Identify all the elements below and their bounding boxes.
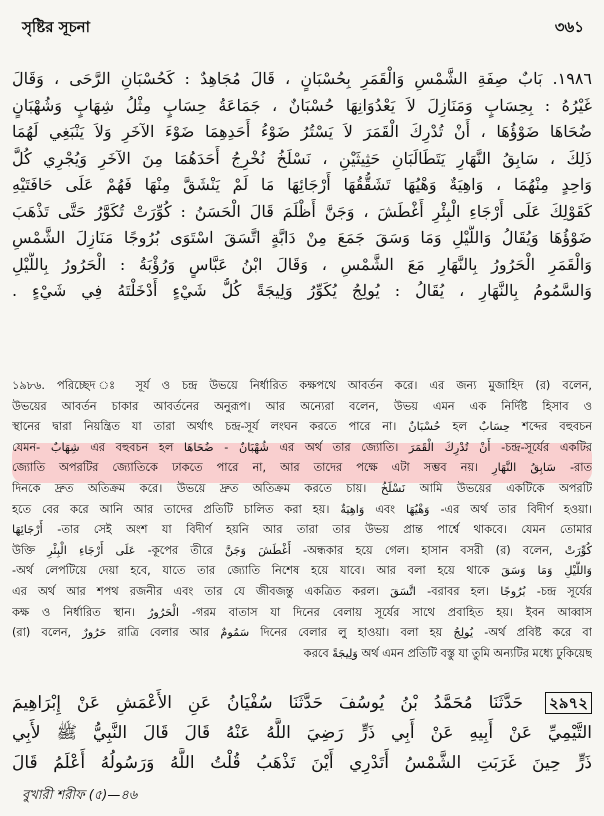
arabic-line: ١٩٨٦. بَابٌ صِفَةِ الشَّمْسِ وَالْقَمَرِ بِحُسْبَانٍ ، قَالَ مُجَاهِدٌ : كَحُسْبَانِ الرَّحَى ، وَقَالَ — [12, 69, 592, 88]
bengali-line: কক্ষ ও নির্ধারিত স্থান। الْحَرُورُ -গরম বাতাস যা দিনের বেলায় সূর্যের সাথে প্রবাহিত হয়। ইবন আব্বাস — [12, 605, 592, 619]
bengali-line: উভয়ের আবর্তন চাকার আবর্তনের অনুরূপ। আর অন্যেরা বলেন, উভয় এমন এক নির্দিষ্ট হিসাব ও — [12, 399, 592, 413]
page-number: ৩৬১ — [554, 18, 584, 36]
bengali-translation — [12, 376, 592, 664]
running-header-title: সৃষ্টির সূচনা — [22, 18, 90, 36]
hadith-line — [12, 688, 592, 718]
page-footer: বুখারী শরীফ (৫)—৪৬ — [22, 788, 138, 803]
hadith-line: التَّيْمِيِّ عَنْ أَبِيهِ عَنْ أَبِي ذَرٍّ رَضِيَ اللَّهُ عَنْهُ قَالَ قَالَ النَّبِيُّ ﷺ لأَبِي — [12, 723, 592, 743]
arabic-line: ذَلِكَ ، سَابِقُ النَّهَارِ يَتَطَالَبَانِ حَثِيثَيْنِ ، نَسْلَخُ نُخْرِجُ أَحَدَهُمَا مِنَ الآخَرِ وَيُجْرِي كُلَّ — [12, 148, 592, 168]
bengali-line: (রা) বলেন, حَرُورٌ রাত্রি বেলার আর سَمُومٌ দিনের বেলার লু হাওয়া। বলা হয় يُولِجُ -অর্থ প্রবিষ্ট করে বা — [12, 626, 592, 640]
arabic-line: كَقَوْلِكَ عَلَى أَرْجَاءِ الْبِئْرِ أَغْطَشَ ، وَجَنَّ أَظْلَمَ قَالَ الْحَسَنُ : كُوِّرَتْ تُكَوَّرُ حَتَّى تَذْهَبَ — [12, 201, 592, 221]
bengali-line: উক্তি عَلَى أَرْجَاءِ الْبِئْرِ -কূপের তীরে أَغْطَشَ وَجَنَّ -অন্ধকার হয়ে গেল। হাসান বসরী (র) বলেন, كُوِّرَتْ — [12, 543, 592, 557]
arabic-chapter-text — [12, 66, 592, 305]
bengali-line: ১৯৮৬. পরিচ্ছেদ ঃ সূর্য ও চন্দ্র উভয়ে নির্ধারিত কক্ষপথে আবর্তন করে। এর জন্য মুজাহিদ (র) বলেন, — [12, 379, 592, 392]
bengali-line: أَرْجَائِهَا -তার সেই অংশ যা বিদীর্ণ হয়নি আর তারা তার উভয় প্রান্ত পার্শ্বে থাকবে। যেমন তোমার — [12, 523, 592, 537]
arabic-line: وَالسَّمُومُ بِالنَّهَارِ ، يُقَالُ : يُولِجُ يُكَوِّرُ وَلِيجَةً كُلُّ شَيْءٍ أَدْخَلْتَهُ فِي شَيْءٍ . — [12, 281, 592, 300]
bengali-line: যেমন- شِهَابٌ এর বহুবচন হল شُهْبَانٌ - ضُحَاهَا এর অর্থ তার জ্যোতি। أَنْ تُدْرِكَ الْقَمَرَ -চন্দ্র-সূর্যের একটির — [12, 440, 592, 454]
bengali-line: জ্যোতি অপরটির জ্যোতিকে ঢাকতে পারে না, আর তাদের পক্ষে এটা সম্ভব নয়। سَابِقُ النَّهَارِ -রাত — [12, 461, 592, 475]
bengali-line: -অর্থ লেপটিয়ে দেয়া হবে, যাতে তার জ্যোতি নিশেষ হয়ে যাবে। আর বলা হয়ে থাকে وَاللَّيْلِ وَمَا وَسَقَ — [12, 564, 592, 578]
arabic-line: غَيْرُهُ : بِحِسَابٍ وَمَنَازِلَ لاَ يَعْدُوَانِهَا حُسْبَانٌ ، جَمَاعَةُ حِسَابٍ مِثْلُ شِهَابٍ وَشُهْبَانٍ — [12, 95, 592, 115]
bengali-line: করবে وَلِيجَةً অর্থ এমন প্রতিটি বস্তু যা তুমি অন্যটির মধ্যে ঢুকিয়েছ — [303, 646, 592, 660]
bengali-line: দিনকে দ্রুত অতিক্রম করে। উভয়ে দ্রুত অতিক্রম করতে চায়। نَسْلَخُ আমি উভয়ের একটিকে অপরটি — [12, 481, 592, 495]
hadith-line: ذَرٍّ حِينَ غَرَبَتِ الشَّمْسُ أَتَدْرِي أَيْنَ تَذْهَبُ قُلْتُ اللَّهُ وَرَسُولُهُ أَعْلَمُ قَالَ — [12, 753, 592, 773]
bengali-line: হতে বের করে আনি আর তাদের প্রতিটি চালিত করা হয়। وَاهِيَةٌ এবং وَهْيُهَا -এর অর্থ তার বিদীর্ণ হওয়া। — [12, 502, 592, 516]
bengali-line: স্থানের দ্বারা নিয়ন্ত্রিত যা তারা অর্থাৎ চন্দ্র-সূর্য লংঘন করতে পারে না। حُسْبَانٌ হল حِسَابٌ শব্দের বহুবচন — [12, 420, 592, 434]
arabic-line: ضَوْؤُهَا وَيُقَالُ وَاللَّيْلِ وَمَا وَسَقَ جَمَعَ مِنْ دَابَّةٍ اتَّسَقَ اسْتَوَى بُرُوجًا مَنَازِلَ الشَّمْسِ — [12, 228, 592, 247]
bengali-line: এর অর্থ আর শপথ রজনীর এবং তার যে জীবজন্তু একত্রিত করল। اتَّسَقَ -বরাবর হল। بُرُوجًا -চন্দ্র সূর্যের — [12, 584, 592, 598]
arabic-line: وَاحِدٍ مِنْهُمَا ، وَاهِيَةٌ وَهْيُهَا تَشَقُّقُهَا أَرْجَائِهَا مَا لَمْ يَنْشَقَّ مِنْهَا فَهُمْ عَلَى حَافَتَيْهِ — [12, 175, 592, 194]
arabic-line: ضُحَاهَا ضَوْؤُهَا ، أَنْ تُدْرِكَ الْقَمَرَ لاَ يَسْتُرُ ضَوْءُ أَحَدِهِمَا ضَوْءَ الآخَرِ وَلاَ يَنْبَغِي لَهُمَا — [12, 122, 592, 141]
hadith-number: ২৯৭২ — [545, 692, 592, 714]
arabic-line: وَالْقَمَرِ الْحَرُورُ بِالنَّهَارِ مَعَ الشَّمْسِ ، وَقَالَ ابْنُ عَبَّاسٍ وَرُؤْبَةُ : الْحَرُورُ بِاللَّيْلِ — [12, 254, 592, 274]
hadith-text — [12, 688, 592, 778]
hadith-line-text: حَدَّثَنَا مُحَمَّدُ بْنُ يُوسُفَ حَدَّثَنَا سُفْيَانُ عَنِ الأَعْمَشِ عَنْ إِبْرَاهِيمَ — [12, 693, 524, 713]
